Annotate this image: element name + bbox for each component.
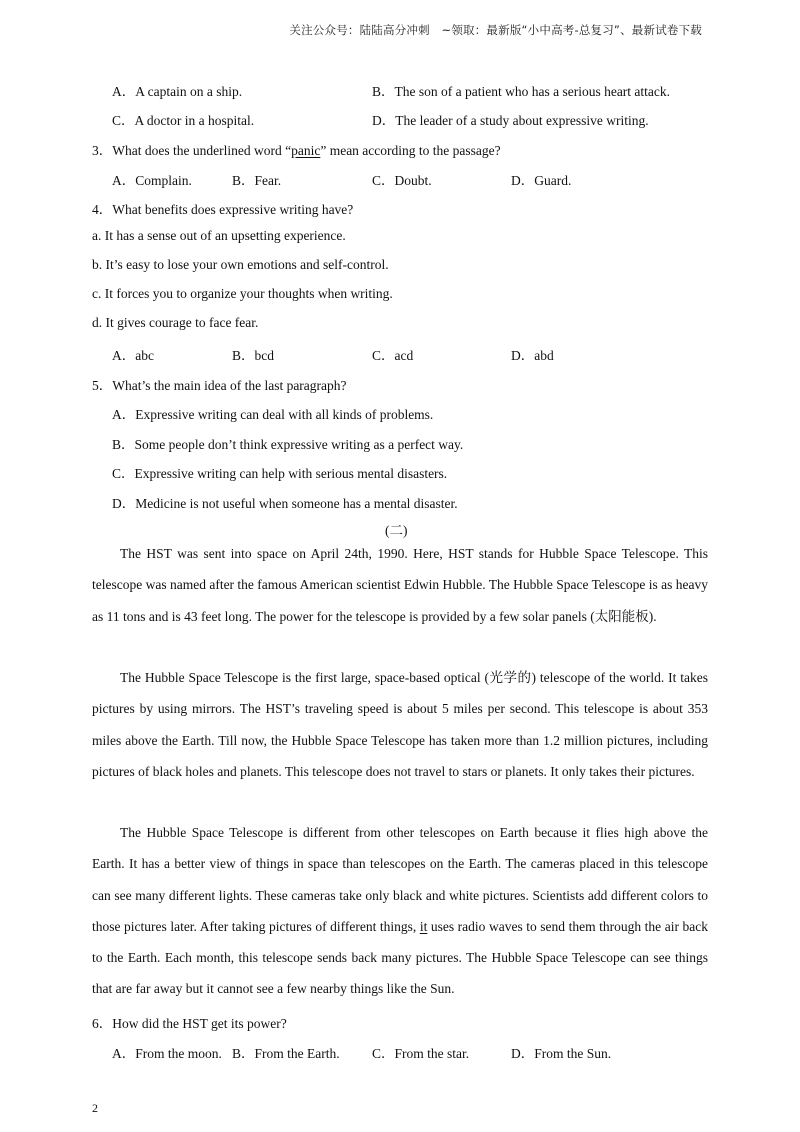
q4-item-b: b. It’s easy to lose your own emotions and self-control. <box>92 257 389 272</box>
q2-option-a: A．A captain on a ship. <box>112 84 243 99</box>
passage-underlined-it: it <box>419 918 428 934</box>
q3-stem-post: ” mean according to the passage? <box>320 143 501 158</box>
q4-option-b: B．bcd <box>232 348 274 363</box>
page-number: 2 <box>92 1101 98 1115</box>
q5-stem: 5．What’s the main idea of the last paragraph? <box>92 378 347 393</box>
q4-option-c: C．acd <box>372 348 414 363</box>
q2-option-d: D．The leader of a study about expressive writing. <box>372 113 649 128</box>
q2-option-b: B．The son of a patient who has a serious heart attack. <box>372 84 671 99</box>
q4-option-a: A．abc <box>112 348 154 363</box>
q6-option-d: D．From the Sun. <box>511 1046 612 1061</box>
q5-option-a: A．Expressive writing can deal with all kinds of problems. <box>112 407 434 422</box>
page-header: 关注公众号：陆陆高分冲刺 ~领取：最新版“小中高考-总复习”、最新试卷下载 <box>289 23 702 37</box>
passage-paragraph-2-text: The Hubble Space Telescope is the first large, space-based optical (光学的) telescope of the world. It takes pictures by using mirrors. The HST’s traveling speed is about 5 miles per second. This telescope is about 353 miles above the Earth. Till now, the Hubble Space Telescope has taken more than 1.2 million pictures, including pictures of black holes and planets. This telescope does not travel to stars or planets. It only takes their pictures. <box>92 670 708 779</box>
q3-option-a: A．Complain. <box>112 173 192 188</box>
q4-item-c: c. It forces you to organize your thoughts when writing. <box>92 286 393 301</box>
q4-item-d: d. It gives courage to face fear. <box>92 315 259 330</box>
q2-option-c: C．A doctor in a hospital. <box>112 113 255 128</box>
q3-option-c: C．Doubt. <box>372 173 432 188</box>
q6-option-a: A．From the moon. <box>112 1046 222 1061</box>
passage-paragraph-3-pre: The Hubble Space Telescope is different from other telescopes on Earth because it flies high above the Earth. It has a better view of things in space than telescopes on the Earth. The cameras placed in this telescope can see many different lights. These cameras take only black and white pictures. Scientists add different colors to those pictures later. After taking pictures of different things, <box>92 825 708 934</box>
q3-stem-pre: 3．What does the underlined word “ <box>92 143 292 158</box>
passage-paragraph-2 <box>92 662 708 787</box>
passage-paragraph-1-text: The HST was sent into space on April 24th, 1990. Here, HST stands for Hubble Space Telescope. This telescope was named after the famous American scientist Edwin Hubble. The Hubble Space Telescope is as heavy as 11 tons and is 43 feet long. The power for the telescope is provided by a few solar panels (太阳能板). <box>92 546 708 624</box>
passage-paragraph-3 <box>92 817 708 1005</box>
section-title: (二) <box>385 523 408 538</box>
q4-item-a: a. It has a sense out of an upsetting experience. <box>92 228 346 243</box>
passage-paragraph-1 <box>92 538 708 632</box>
q3-option-d: D．Guard. <box>511 173 572 188</box>
q5-option-c: C．Expressive writing can help with serious mental disasters. <box>112 466 448 481</box>
q5-option-d: D．Medicine is not useful when someone has a mental disaster. <box>112 496 458 511</box>
q4-stem: 4．What benefits does expressive writing have? <box>92 202 354 217</box>
q4-option-d: D．abd <box>511 348 554 363</box>
passage-paragraph-3-post: uses radio waves to send them through the air back to the Earth. Each month, this telescope sends back many pictures. The Hubble Space Telescope can see things that are far away but it cannot see a few nearby things like the Sun. <box>92 918 708 997</box>
q3-underlined-word: panic <box>291 143 321 158</box>
q6-option-c: C．From the star. <box>372 1046 470 1061</box>
q3-option-b: B．Fear. <box>232 173 282 188</box>
q3-stem <box>92 139 501 159</box>
q5-option-b: B．Some people don’t think expressive writing as a perfect way. <box>112 437 464 452</box>
q6-option-b: B．From the Earth. <box>232 1046 340 1061</box>
q6-stem: 6．How did the HST get its power? <box>92 1016 287 1031</box>
